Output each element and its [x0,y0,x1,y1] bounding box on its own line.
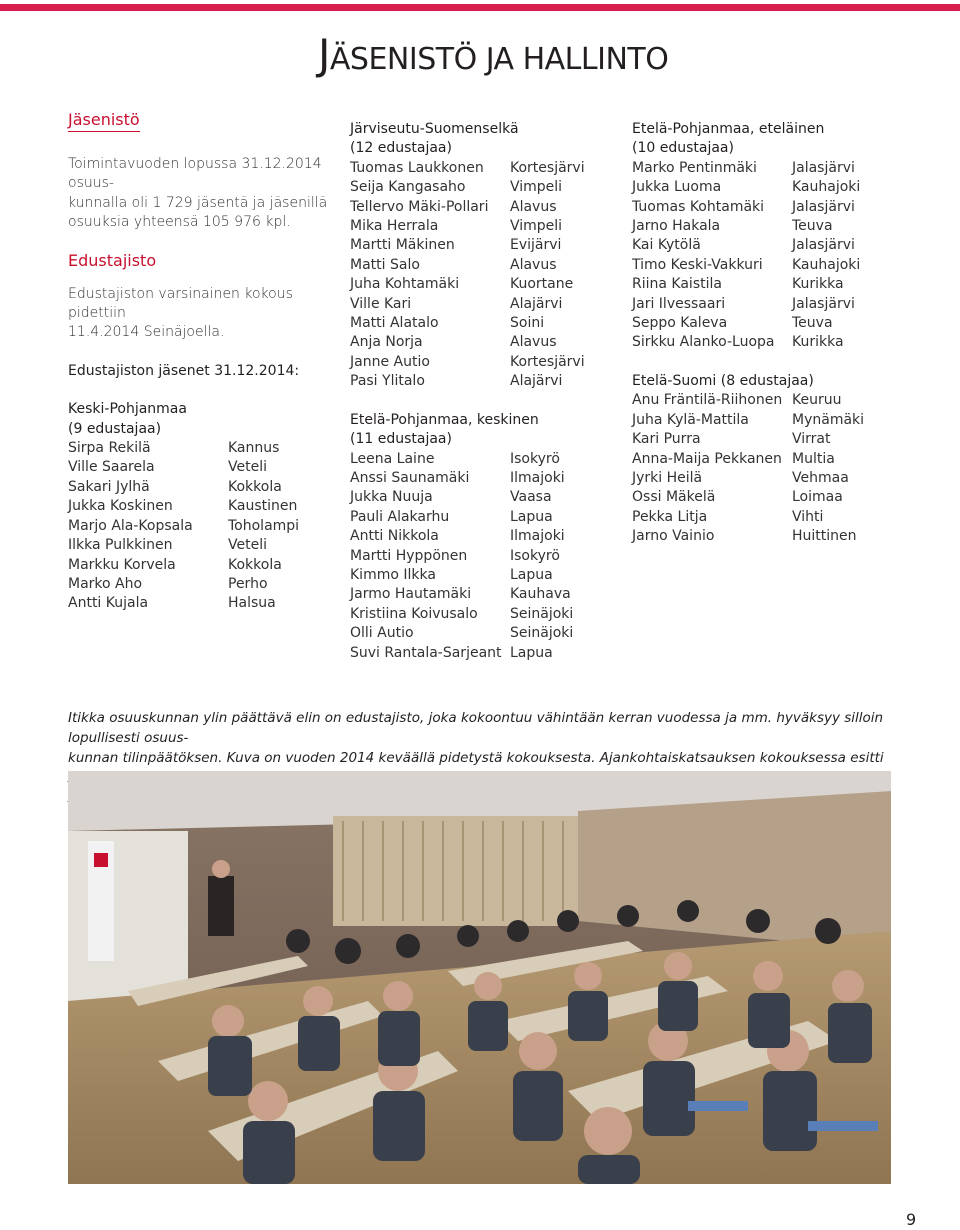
member-name: Ossi Mäkelä [632,489,716,506]
member-row [350,178,620,197]
member-row [632,527,932,546]
member-place: Seinäjoki [510,605,574,622]
member-row [350,295,620,314]
member-name: Jyrki Heilä [632,469,703,486]
member-row [632,275,932,294]
member-place: Kortesjärvi [510,159,585,176]
member-name: Kristiina Koivusalo [350,605,478,622]
member-place: Veteli [228,459,267,476]
member-place: Ilmajoki [510,469,565,486]
meeting-photo [68,771,891,1184]
member-row [350,585,620,604]
member-row [350,159,620,178]
group-etela-pohjanmaa-keskinen [350,411,620,663]
member-name: Marjo Ala-Kopsala [68,517,193,534]
edustajisto-line-1: Edustajiston varsinainen kokous pidettiin [68,285,293,322]
member-name: Anssi Saunamäki [350,469,470,486]
member-place: Jalasjärvi [792,295,855,312]
member-row [632,314,932,333]
member-place: Soini [510,315,545,332]
caption-line-1: Itikka osuuskunnan ylin päättävä elin on edustajisto, joka kokoontuu vähintään kerran vuodessa ja mm. hyväksyy silloin lopullisesti osuus- [68,710,884,746]
member-row [350,605,620,624]
member-name: Olli Autio [350,625,414,642]
member-name: Suvi Rantala-Sarjeant [350,644,502,661]
member-row [350,198,620,217]
member-name: Sirkku Alanko-Luopa [632,334,775,351]
member-name: Kai Kytölä [632,237,701,254]
member-place: Kokkola [228,556,282,573]
member-row [350,624,620,643]
member-place: Kokkola [228,478,282,495]
member-place: Vimpeli [510,179,563,196]
member-row [632,198,932,217]
member-place: Virrat [792,431,831,448]
group-etela-pohjanmaa-etelainen [632,120,932,353]
members-heading: Edustajiston jäsenet 31.12.2014: [68,362,300,379]
member-place: Lapua [510,566,553,583]
member-place: Ilmajoki [510,528,565,545]
member-name: Kimmo Ilkka [350,566,436,583]
member-row [68,536,338,555]
member-row [632,450,932,469]
member-name: Markku Korvela [68,556,176,573]
member-name: Martti Mäkinen [350,237,455,254]
column-right [632,120,932,547]
member-row [68,594,338,613]
member-row [350,450,620,469]
member-place: Teuva [792,218,833,235]
jasenisto-line-2: kunnalla oli 1 729 jäsentä ja jäsenillä [68,194,328,211]
member-name: Ville Kari [350,295,412,312]
column-middle [350,120,620,663]
member-place: Kurikka [792,334,844,351]
member-row [350,372,620,391]
group-name: Etelä-Pohjanmaa, eteläinen [632,121,825,137]
member-row [632,430,932,449]
group-keski-pohjanmaa [68,400,338,613]
member-row [632,488,932,507]
member-name: Jukka Nuuja [350,489,433,506]
member-place: Lapua [510,644,553,661]
top-accent-bar [0,4,960,11]
member-name: Marko Pentinmäki [632,159,757,176]
member-name: Seija Kangasaho [350,179,466,196]
member-name: Sirpa Rekilä [68,440,151,457]
member-row [68,575,338,594]
member-place: Alavus [510,334,557,351]
meeting-photo-illustration [68,771,891,1184]
member-name: Tellervo Mäki-Pollari [350,198,489,215]
member-row [68,478,338,497]
member-place: Teuva [792,315,833,332]
member-row [350,217,620,236]
member-name: Janne Autio [350,353,430,370]
member-row [632,236,932,255]
member-name: Pauli Alakarhu [350,508,450,525]
member-name: Marko Aho [68,575,143,592]
member-place: Alavus [510,256,557,273]
member-row [350,547,620,566]
member-place: Isokyrö [510,450,560,467]
member-place: Alajärvi [510,295,563,312]
member-name: Riina Kaistila [632,276,722,293]
member-place: Vihti [792,508,824,525]
member-place: Jalasjärvi [792,237,855,254]
member-name: Sakari Jylhä [68,478,150,495]
member-name: Anu Fräntilä-Riihonen [632,392,783,409]
member-row [350,333,620,352]
group-count: (10 edustajaa) [632,140,734,157]
member-name: Pekka Litja [632,508,708,525]
group-count: (9 edustajaa) [68,420,162,437]
member-name: Tuomas Laukkonen [350,159,484,176]
member-row [350,566,620,585]
member-row [350,236,620,255]
member-row [632,508,932,527]
member-name: Jukka Koskinen [68,498,173,515]
title-first-letter: J [318,30,330,79]
member-row [350,488,620,507]
member-name: Mika Herrala [350,218,439,235]
member-place: Perho [228,575,268,592]
member-row [68,517,338,536]
member-name: Martti Hyppönen [350,547,468,564]
member-name: Jarno Vainio [632,528,715,545]
member-name: Anja Norja [350,334,423,351]
member-name: Anna-Maija Pekkanen [632,450,782,467]
member-row [632,295,932,314]
member-name: Antti Nikkola [350,528,439,545]
member-row [350,353,620,372]
column-left [68,110,338,614]
member-place: Kauhajoki [792,179,861,196]
edustajisto-heading: Edustajisto [68,250,157,270]
member-row [350,275,620,294]
member-place: Kauhava [510,586,571,603]
member-place: Lapua [510,508,553,525]
group-name: Etelä-Pohjanmaa, keskinen [350,411,539,428]
member-row [350,469,620,488]
member-row [350,314,620,333]
member-name: Seppo Kaleva [632,315,728,332]
member-name: Jarmo Hautamäki [350,586,472,603]
member-name: Jari Ilvessaari [632,295,726,312]
member-name: Ville Saarela [68,459,155,476]
member-place: Kannus [228,440,280,457]
member-row [350,256,620,275]
member-row [632,411,932,430]
member-place: Loimaa [792,489,843,506]
group-jarviseutu [350,120,620,392]
page-number: 9 [906,1210,917,1229]
member-row [350,644,620,663]
member-place: Keuruu [792,392,842,409]
group-etela-suomi [632,372,932,547]
member-place: Mynämäki [792,411,865,428]
member-place: Vehmaa [792,469,849,486]
member-name: Ilkka Pulkkinen [68,537,173,554]
member-place: Kuortane [510,276,574,293]
member-place: Jalasjärvi [792,198,855,215]
member-row [632,469,932,488]
member-row [632,217,932,236]
member-place: Toholampi [228,517,300,534]
member-place: Kaustinen [228,498,298,515]
member-place: Jalasjärvi [792,159,855,176]
member-name: Antti Kujala [68,595,149,612]
group-name: Keski-Pohjanmaa [68,401,187,418]
member-name: Matti Alatalo [350,315,439,332]
member-row [632,391,932,410]
member-place: Huittinen [792,528,857,545]
member-name: Timo Keski-Vakkuri [632,256,763,273]
member-row [632,256,932,275]
member-place: Multia [792,450,835,467]
member-place: Veteli [228,537,267,554]
member-place: Evijärvi [510,237,562,254]
member-name: Juha Kylä-Mattila [632,411,749,428]
jasenisto-line-1: Toimintavuoden lopussa 31.12.2014 osuus- [68,156,322,192]
jasenisto-line-3: osuuksia yhteensä 105 976 kpl. [68,214,291,231]
page-title [318,30,668,79]
member-row [68,458,338,477]
member-place: Alajärvi [510,373,563,390]
member-place: Alavus [510,198,557,215]
edustajisto-line-2: 11.4.2014 Seinäjoella. [68,324,225,341]
member-name: Tuomas Kohtamäki [632,198,765,215]
member-name: Pasi Ylitalo [350,373,425,390]
member-row [68,439,338,458]
member-name: Juha Kohtamäki [350,276,460,293]
member-row [68,497,338,516]
member-row [350,508,620,527]
member-name: Kari Purra [632,431,701,448]
group-name: Järviseutu-Suomenselkä [350,121,519,137]
member-place: Vaasa [510,489,552,506]
member-place: Kurikka [792,276,844,293]
member-row [68,556,338,575]
member-name: Leena Laine [350,450,435,467]
group-name: Etelä-Suomi (8 edustajaa) [632,372,814,389]
member-place: Seinäjoki [510,625,574,642]
member-row [632,159,932,178]
member-row [350,527,620,546]
caption-line-2: kunnan tilinpäätöksen. Kuva on vuoden 2014 keväällä pidetystä kokouksesta. Ajankohtaiskatsauksen kokouksessa esitti [68,750,884,766]
jasenisto-heading: Jäsenistö [68,110,140,132]
member-row [632,333,932,352]
member-place: Kortesjärvi [510,353,585,370]
member-place: Halsua [228,595,276,612]
member-place: Isokyrö [510,547,560,564]
member-name: Jukka Luoma [632,179,722,196]
member-place: Kauhajoki [792,256,861,273]
group-count: (11 edustajaa) [350,431,452,448]
group-count: (12 edustajaa) [350,140,452,157]
title-rest: ÄSENISTÖ JA HALLINTO [329,42,669,77]
member-name: Matti Salo [350,256,420,273]
member-place: Vimpeli [510,218,563,235]
member-row [632,178,932,197]
member-name: Jarno Hakala [632,218,721,235]
